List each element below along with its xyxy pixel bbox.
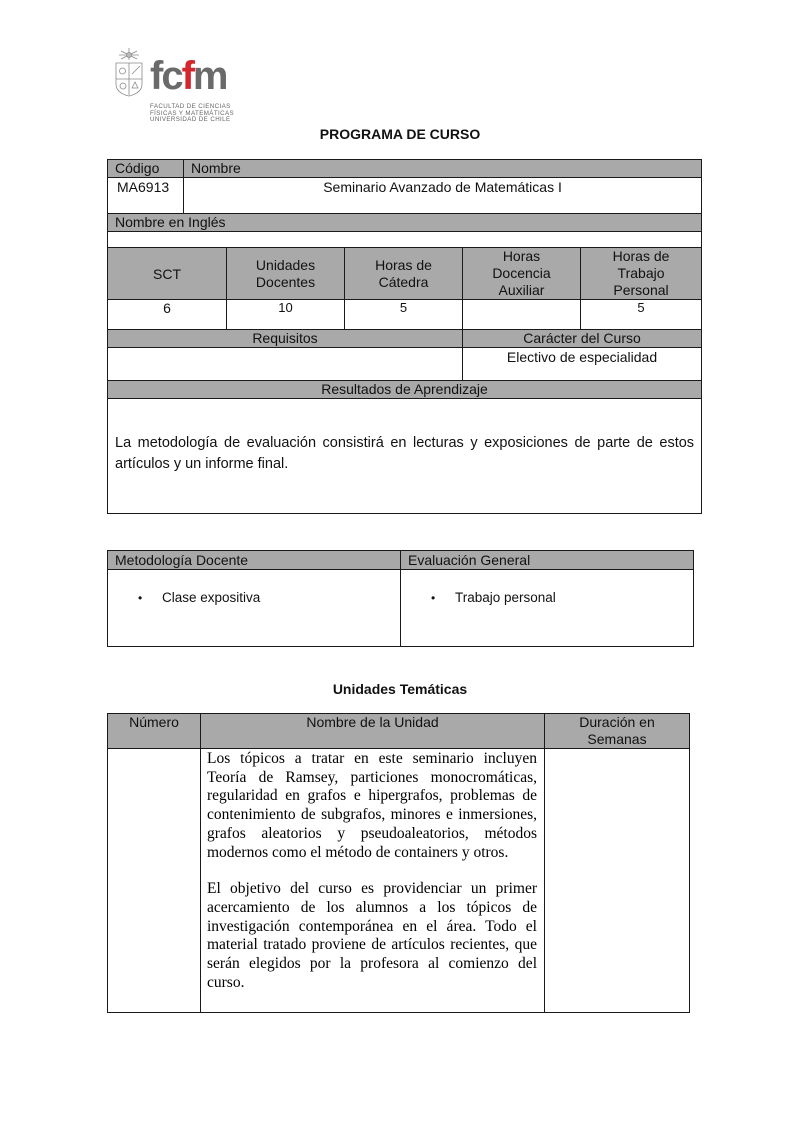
teaching-units-header: Unidades Docentes [227,248,345,300]
duration-header: Duración en Semanas [545,714,690,749]
unit-duration [545,749,690,1013]
name-label: Nombre [184,160,702,178]
units-title: Unidades Temáticas [332,681,468,697]
personal-work-hours-value: 5 [581,300,702,330]
personal-work-hours-header: Horas de Trabajo Personal [581,248,702,300]
course-character-value: Electivo de especialidad [463,348,702,381]
university-crest-icon [112,46,146,98]
requirements-label: Requisitos [108,330,463,348]
sct-value: 6 [108,300,227,330]
teaching-methodology-cell [108,570,401,647]
teaching-item-text: Clase expositiva [162,590,261,605]
fcfm-logo [112,46,242,132]
course-code: MA6913 [108,178,184,214]
course-info-table [107,159,702,514]
english-name-value [108,232,702,248]
fcfm-wordmark: fcfm [150,54,227,98]
faculty-name: FACULTAD DE CIENCIAS FÍSICAS Y MATEMÁTICAS UNIVERSIDAD DE CHILE [150,103,235,124]
auxiliary-hours-value [463,300,581,330]
requirements-value [108,348,463,381]
document-title: PROGRAMA DE CURSO [319,126,481,142]
table-row [108,749,690,1013]
unit-number [108,749,201,1013]
unit-paragraph: El objetivo del curso es providenciar un primer acercamiento de los alumnos a los tópicos de investigación contemporánea en el área. Todo el material tratado proviene de artículos recientes, que serán elegidos por la profesora al comienzo del curso. [207,880,537,991]
number-header: Número [108,714,201,749]
unit-paragraph: Los tópicos a tratar en este seminario incluyen Teoría de Ramsey, particiones monocromáticas, regularidad en grafos e hipergrafos, problemas de contenimiento de subgrafos, minores e inmersiones, grafos aleatorios y pseudoaleatorios, métodos modernos como el método de containers y otros. [207,750,537,861]
general-evaluation-label: Evaluación General [401,551,694,570]
evaluation-item-text: Trabajo personal [455,590,556,605]
learning-outcomes-label: Resultados de Aprendizaje [108,381,702,399]
bullet-icon: • [138,591,143,605]
course-name: Seminario Avanzado de Matemáticas I [184,178,702,214]
unit-name-header: Nombre de la Unidad [201,714,545,749]
lecture-hours-header: Horas de Cátedra [345,248,463,300]
sct-header: SCT [108,248,227,300]
learning-outcomes-value: La metodología de evaluación consistirá en lecturas y exposiciones de parte de estos artículos y un informe final. [108,399,702,514]
list-item [401,570,693,605]
course-character-label: Carácter del Curso [463,330,702,348]
auxiliary-hours-header: Horas Docencia Auxiliar [463,248,581,300]
unit-description [201,749,545,1013]
english-name-label: Nombre en Inglés [108,214,702,232]
general-evaluation-cell [401,570,694,647]
lecture-hours-value: 5 [345,300,463,330]
teaching-units-value: 10 [227,300,345,330]
teaching-methodology-label: Metodología Docente [108,551,401,570]
methodology-table [107,550,694,647]
list-item [108,570,400,605]
thematic-units-table [107,713,690,1013]
bullet-icon: • [431,591,436,605]
code-label: Código [108,160,184,178]
